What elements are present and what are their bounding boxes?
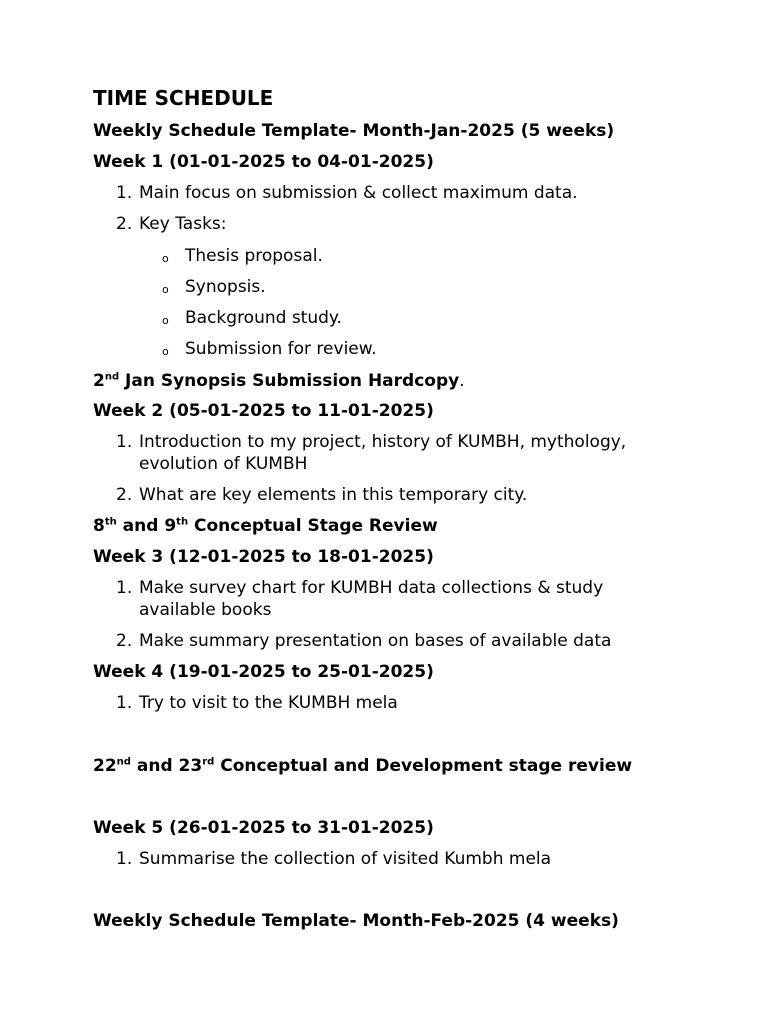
milestone-synopsis: [93, 370, 465, 392]
list-number: 1.: [116, 578, 133, 598]
sub-list-text: Background study.: [185, 308, 342, 328]
list-number: 2.: [116, 631, 133, 651]
list-number: 1.: [116, 849, 133, 869]
milestone-day: 22: [93, 756, 117, 776]
milestone-text: Conceptual Stage Review: [188, 516, 438, 536]
milestone-conceptual-review: [93, 515, 438, 537]
circle-bullet-icon: o: [162, 252, 169, 265]
ordinal-suffix: rd: [202, 756, 215, 768]
list-number: 1.: [116, 693, 133, 713]
list-number: 1.: [116, 183, 133, 203]
ordinal-suffix: nd: [104, 371, 120, 383]
list-number: 2.: [116, 485, 133, 505]
week4-heading: Week 4 (19-01-2025 to 25-01-2025): [93, 662, 434, 682]
list-number: 1.: [116, 432, 133, 452]
circle-bullet-icon: o: [162, 314, 169, 327]
list-text: Main focus on submission & collect maximum data.: [139, 183, 578, 203]
week2-heading: Week 2 (05-01-2025 to 11-01-2025): [93, 401, 434, 421]
sub-list-text: Submission for review.: [185, 339, 377, 359]
circle-bullet-icon: o: [162, 283, 169, 296]
milestone-tail: .: [459, 371, 465, 391]
document-title: TIME SCHEDULE: [93, 86, 274, 110]
sub-list-text: Thesis proposal.: [185, 246, 323, 266]
list-text: Introduction to my project, history of KUMBH, mythology, evolution of KUMBH: [139, 432, 627, 474]
milestone-text: Jan Synopsis Submission Hardcopy: [119, 371, 460, 391]
milestone-text: Conceptual and Development stage review: [214, 756, 633, 776]
sub-list-text: Synopsis.: [185, 277, 266, 297]
list-text: Summarise the collection of visited Kumbh mela: [139, 849, 552, 869]
jan-template-heading: Weekly Schedule Template- Month-Jan-2025 (5 weeks): [93, 121, 615, 141]
week3-heading: Week 3 (12-01-2025 to 18-01-2025): [93, 547, 434, 567]
ordinal-suffix: nd: [116, 756, 131, 768]
week5-heading: Week 5 (26-01-2025 to 31-01-2025): [93, 818, 434, 838]
list-text: What are key elements in this temporary city.: [139, 485, 528, 505]
feb-template-heading: Weekly Schedule Template- Month-Feb-2025 (4 weeks): [93, 911, 619, 931]
circle-bullet-icon: o: [162, 345, 169, 358]
ordinal-suffix: th: [104, 516, 117, 528]
list-text: Key Tasks:: [139, 214, 227, 234]
milestone-mid: and 9: [116, 516, 177, 536]
list-number: 2.: [116, 214, 133, 234]
milestone-development-review: [93, 755, 632, 777]
milestone-mid: and 23: [130, 756, 203, 776]
week1-heading: Week 1 (01-01-2025 to 04-01-2025): [93, 152, 434, 172]
ordinal-suffix: th: [176, 516, 189, 528]
list-text: Try to visit to the KUMBH mela: [139, 693, 398, 713]
milestone-day: 8: [93, 516, 105, 536]
list-text: Make summary presentation on bases of available data: [139, 631, 612, 651]
milestone-day: 2: [93, 371, 105, 391]
list-text: Make survey chart for KUMBH data collections & study available books: [139, 578, 604, 620]
